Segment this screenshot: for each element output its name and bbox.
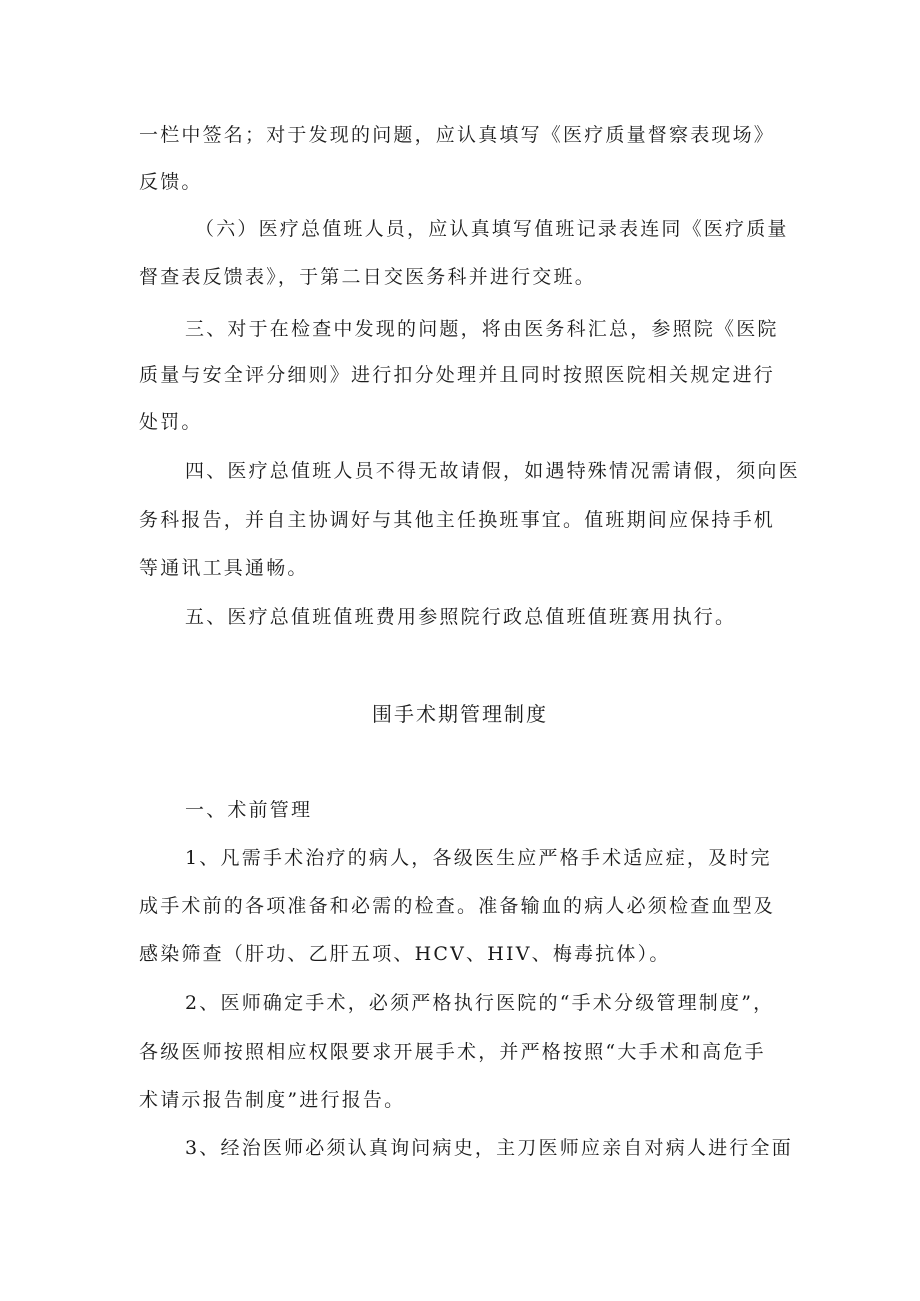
paragraph-line: 一栏中签名；对于发现的问题，应认真填写《医疗质量督察表现场》 bbox=[139, 124, 776, 146]
section-title: 围手术期管理制度 bbox=[372, 702, 548, 726]
paragraph-line: 三、对于在检查中发现的问题，将由医务科汇总，参照院《医院 bbox=[185, 318, 779, 340]
paragraph-line: 等通讯工具通畅。 bbox=[139, 557, 309, 579]
paragraph-line: 3、经治医师必须认真询问病史，主刀医师应亲自对病人进行全面 bbox=[185, 1137, 793, 1159]
paragraph-line: 感染筛查（肝功、乙肝五项、HCV、HIV、梅毒抗体）。 bbox=[139, 943, 671, 965]
paragraph-line: 务科报告，并自主协调好与其他主任换班事宜。值班期间应保持手机 bbox=[139, 509, 776, 531]
paragraph-line: 术请示报告制度”进行报告。 bbox=[139, 1089, 406, 1111]
paragraph-line: 1、凡需手术治疗的病人，各级医生应严格手术适应症，及时完 bbox=[185, 847, 772, 869]
paragraph-line: 质量与安全评分细则》进行扣分处理并且同时按照医院相关规定进行 bbox=[139, 364, 776, 386]
paragraph-line: 处罚。 bbox=[139, 411, 203, 433]
paragraph-line: 2、医师确定手术，必须严格执行医院的“手术分级管理制度”， bbox=[185, 992, 775, 1014]
paragraph-line: （六）医疗总值班人员，应认真填写值班记录表连同《医疗质量 bbox=[195, 218, 789, 240]
paragraph-line: 五、医疗总值班值班费用参照院行政总值班值班赛用执行。 bbox=[185, 606, 737, 628]
paragraph-line: 督查表反馈表》，于第二日交医务科并进行交班。 bbox=[139, 266, 596, 288]
paragraph-line: 成手术前的各项准备和必需的检查。准备输血的病人必须检查血型及 bbox=[139, 895, 776, 917]
paragraph-line: 各级医师按照相应权限要求开展手术，并严格按照“大手术和高危手 bbox=[139, 1041, 766, 1063]
section-heading: 一、术前管理 bbox=[185, 799, 313, 821]
paragraph-line: 反馈。 bbox=[139, 171, 203, 193]
paragraph-line: 四、医疗总值班人员不得无故请假，如遇特殊情况需请假，须向医 bbox=[185, 460, 800, 482]
